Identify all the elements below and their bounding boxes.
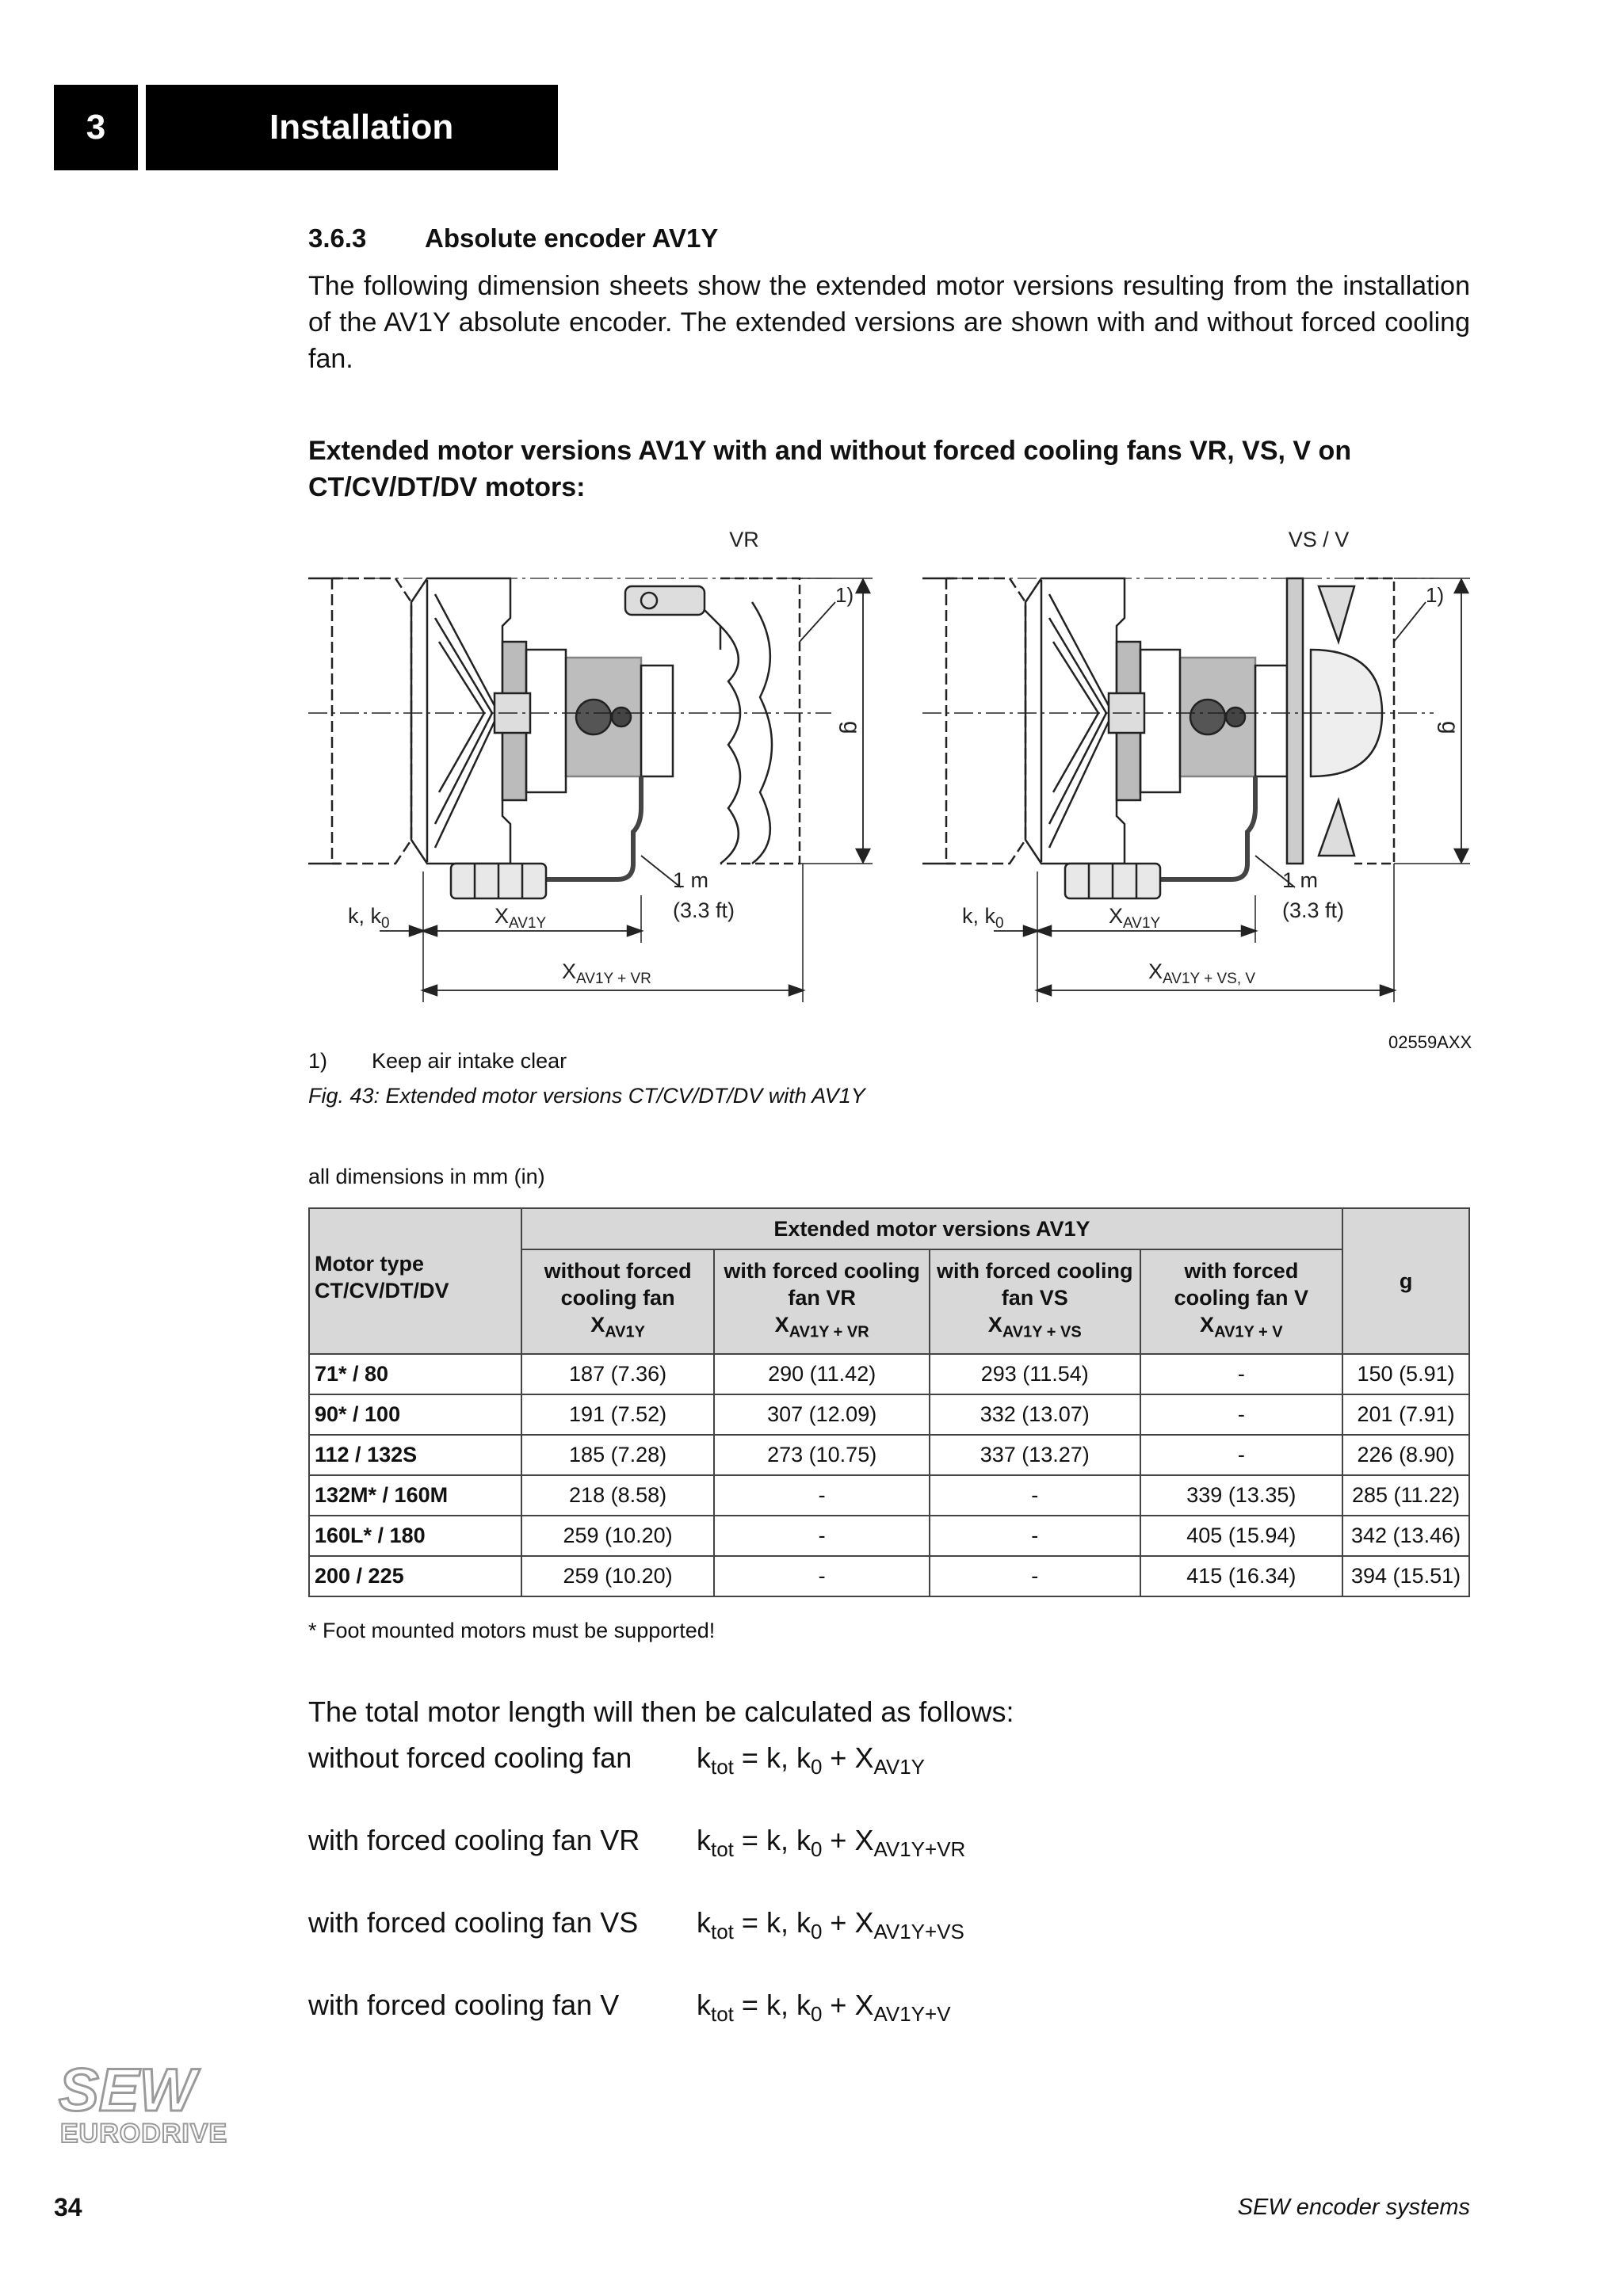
k-label-vsv: k, $k_0$: [962, 904, 1004, 932]
units-note: all dimensions in mm (in): [308, 1165, 545, 1188]
intro-paragraph: The following dimension sheets show the extended motor versions resulting from the installation of the AV1Y absolute encoder. The extended versions are shown with and without forced cooling fan.: [308, 271, 1470, 374]
table-cell: 337 (13.27): [930, 1435, 1140, 1475]
calc-row: [308, 1741, 925, 1779]
calc-row: [308, 1824, 965, 1862]
calc-formula: $k_{tot} = k$, $k_0 + X_{AV1Y}$: [697, 1741, 926, 1779]
table-cell: 201 (7.91): [1342, 1394, 1469, 1435]
table-cell: 185 (7.28): [521, 1435, 715, 1475]
dim-g-vr: g: [838, 721, 865, 734]
table-cell: 339 (13.35): [1140, 1475, 1343, 1516]
table-cell: 160L* / 180: [309, 1516, 521, 1556]
x-av1y-label-vsv: $X_{AV1Y}$: [1109, 904, 1161, 932]
group-header: Extended motor versions AV1Y: [521, 1208, 1342, 1249]
calc-formula: $k_{tot} = k$, $k_0 + X_{AV1Y+VR}$: [697, 1824, 966, 1862]
calc-label: with forced cooling fan VS: [308, 1906, 639, 1939]
col-g: g: [1342, 1208, 1469, 1354]
section-number: 3.6.3: [308, 223, 367, 253]
note-marker-vsv: 1): [1426, 583, 1445, 607]
table-cell: 187 (7.36): [521, 1354, 715, 1394]
col-motor-type: Motor type CT/CV/DT/DV: [309, 1208, 521, 1354]
x-av1y-label-vr: $X_{AV1Y}$: [495, 904, 547, 932]
table-cell: 332 (13.07): [930, 1394, 1140, 1435]
table-cell: 226 (8.90): [1342, 1435, 1469, 1475]
table-cell: 293 (11.54): [930, 1354, 1140, 1394]
title-vsv: VS / V: [1288, 528, 1350, 551]
cable-len-vr-2: (3.3 ft): [673, 898, 735, 922]
title-vr: VR: [729, 528, 759, 551]
svg-text:EURODRIVE: EURODRIVE: [60, 2119, 228, 2147]
subheading: Extended motor versions AV1Y with and without forced cooling fans VR, VS, V on CT/CV/DT/DV motors:: [308, 436, 1352, 502]
table-cell: 405 (15.94): [1140, 1516, 1343, 1556]
page-number: 34: [54, 2193, 82, 2222]
table-cell: 394 (15.51): [1342, 1556, 1469, 1596]
table-cell: -: [930, 1556, 1140, 1596]
calc-row: [308, 1906, 964, 1944]
section-title: Absolute encoder AV1Y: [425, 223, 719, 253]
calc-label: with forced cooling fan VR: [308, 1824, 640, 1856]
dim-g-vsv: g: [1437, 721, 1463, 734]
dimension-drawing: [308, 523, 1470, 1022]
figure-footnote-text: Keep air intake clear: [372, 1049, 567, 1073]
table-cell: -: [714, 1475, 930, 1516]
table-cell: -: [930, 1516, 1140, 1556]
table-cell: 259 (10.20): [521, 1516, 715, 1556]
x-vr-label: $X_{AV1Y + VR}$: [562, 959, 651, 987]
figure-footnote-number: 1): [308, 1049, 328, 1073]
table-cell: 415 (16.34): [1140, 1556, 1343, 1596]
calc-label: with forced cooling fan V: [308, 1989, 620, 2021]
drawing-vsv: [922, 528, 1470, 1002]
table-row: [309, 1556, 1469, 1596]
calc-row: [308, 1989, 951, 2027]
calc-formula: $k_{tot} = k$, $k_0 + X_{AV1Y+V}$: [697, 1989, 951, 2027]
table-cell: -: [1140, 1435, 1343, 1475]
drawing-vr: [308, 528, 873, 1002]
document-title: SEW encoder systems: [1237, 2195, 1470, 2220]
calc-intro: The total motor length will then be calculated as follows:: [308, 1695, 1014, 1728]
table-row: [309, 1516, 1469, 1556]
table-cell: 259 (10.20): [521, 1556, 715, 1596]
table-cell: -: [1140, 1394, 1343, 1435]
cable-len-vsv-2: (3.3 ft): [1282, 898, 1345, 922]
table-cell: 273 (10.75): [714, 1435, 930, 1475]
note-marker-vr: 1): [835, 583, 854, 607]
cable-len-vr-1: 1 m: [673, 868, 709, 892]
figure-caption: Fig. 43: Extended motor versions CT/CV/DT/DV with AV1Y: [308, 1084, 865, 1108]
figure-footnote: [308, 1049, 567, 1074]
col-fan-v: with forced cooling fan V $X_{AV1Y + V}$: [1140, 1249, 1343, 1354]
table-cell: 285 (11.22): [1342, 1475, 1469, 1516]
table-cell: 191 (7.52): [521, 1394, 715, 1435]
table-footnote: * Foot mounted motors must be supported!: [308, 1619, 716, 1642]
table-cell: 112 / 132S: [309, 1435, 521, 1475]
x-vsv-label: $X_{AV1Y + VS, V}$: [1148, 959, 1256, 987]
table-cell: -: [714, 1516, 930, 1556]
table-row: [309, 1435, 1469, 1475]
k-label-vr: k, $k_0$: [348, 904, 390, 932]
sew-eurodrive-logo: [57, 2060, 255, 2147]
cable-len-vsv-1: 1 m: [1282, 868, 1319, 892]
table-cell: 218 (8.58): [521, 1475, 715, 1516]
figure-code: 02559AXX: [1388, 1032, 1472, 1052]
table-cell: 150 (5.91): [1342, 1354, 1469, 1394]
table-cell: -: [930, 1475, 1140, 1516]
col-fan-vs: with forced cooling fan VS $X_{AV1Y + VS}$: [930, 1249, 1140, 1354]
table-cell: 290 (11.42): [714, 1354, 930, 1394]
table-cell: 71* / 80: [309, 1354, 521, 1394]
table-cell: -: [714, 1556, 930, 1596]
calc-label: without forced cooling fan: [308, 1741, 632, 1774]
chapter-title: Installation: [146, 85, 558, 170]
col-without-fan: without forced cooling fan $X_{AV1Y}$: [521, 1249, 715, 1354]
table-cell: 90* / 100: [309, 1394, 521, 1435]
calc-formula: $k_{tot} = k$, $k_0 + X_{AV1Y+VS}$: [697, 1906, 964, 1944]
svg-text:SEW: SEW: [59, 2060, 197, 2124]
table-row: [309, 1394, 1469, 1435]
table-cell: 307 (12.09): [714, 1394, 930, 1435]
table-cell: 132M* / 160M: [309, 1475, 521, 1516]
col-fan-vr: with forced cooling fan VR $X_{AV1Y + VR}$: [714, 1249, 930, 1354]
chapter-number: 3: [54, 85, 138, 170]
table-cell: -: [1140, 1354, 1343, 1394]
table-row: [309, 1354, 1469, 1394]
table-row: [309, 1475, 1469, 1516]
table-cell: 342 (13.46): [1342, 1516, 1469, 1556]
dimensions-table: [308, 1207, 1470, 1597]
table-cell: 200 / 225: [309, 1556, 521, 1596]
